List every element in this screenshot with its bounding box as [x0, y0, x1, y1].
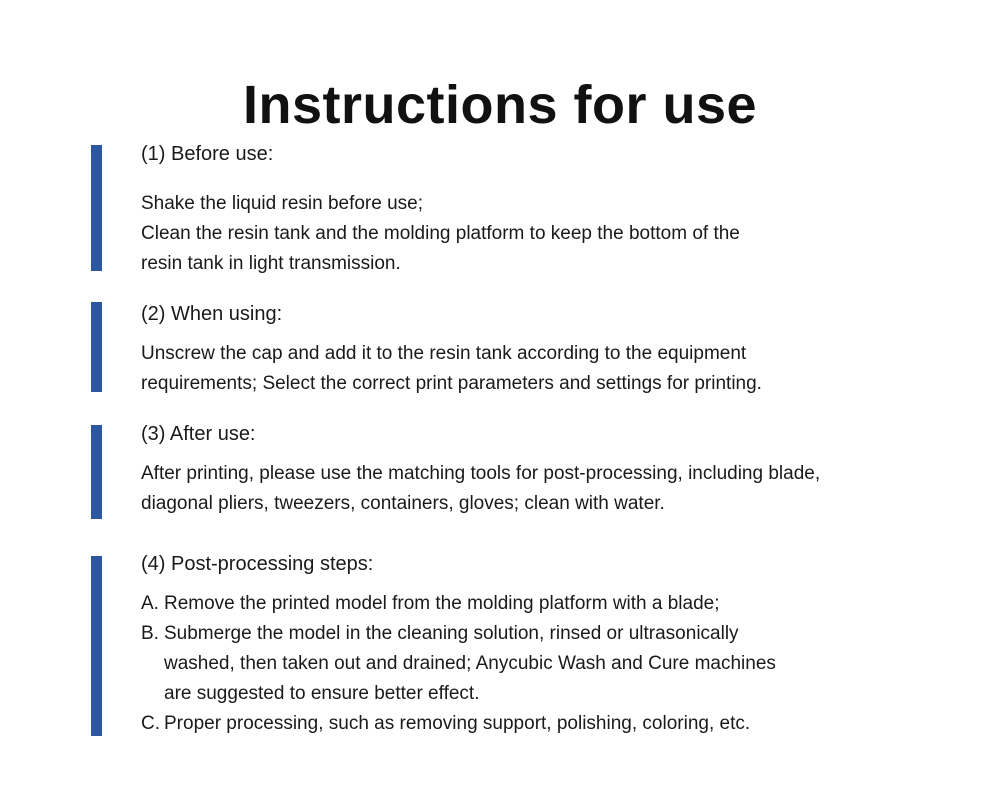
section-body: [141, 459, 820, 519]
body-line: resin tank in light transmission.: [141, 253, 401, 274]
step-line: Submerge the model in the cleaning solution, rinsed or ultrasonically: [164, 623, 739, 644]
step-list: [141, 589, 776, 739]
section-body: [141, 339, 762, 399]
step-line: washed, then taken out and drained; Anycubic Wash and Cure machines: [164, 653, 776, 674]
section-post-processing: [91, 553, 951, 736]
step-item: [141, 619, 776, 709]
section-after-use: [91, 425, 951, 519]
section-heading: (3) After use:: [141, 423, 256, 445]
step-item: [141, 589, 776, 619]
section-heading: (4) Post-processing steps:: [141, 553, 374, 575]
step-letter: B.: [141, 623, 159, 644]
section-heading: (1) Before use:: [141, 143, 274, 165]
section-accent-bar: [91, 145, 102, 271]
section-body: [141, 189, 740, 279]
body-line: Clean the resin tank and the molding platform to keep the bottom of the: [141, 223, 740, 244]
step-text: [164, 619, 776, 709]
section-accent-bar: [91, 302, 102, 392]
step-text: [164, 709, 750, 739]
body-line: Shake the liquid resin before use;: [141, 193, 424, 214]
section-accent-bar: [91, 556, 102, 736]
step-line: Proper processing, such as removing support, polishing, coloring, etc.: [164, 713, 751, 734]
page-title: Instructions for use: [242, 75, 758, 136]
step-letter: A.: [141, 593, 159, 614]
step-item: [141, 709, 776, 739]
section-before-use: [91, 143, 951, 274]
step-letter: C.: [141, 713, 160, 734]
body-line: requirements; Select the correct print parameters and settings for printing.: [141, 373, 762, 394]
section-accent-bar: [91, 425, 102, 519]
section-when-using: [91, 302, 951, 392]
body-line: Unscrew the cap and add it to the resin tank according to the equipment: [141, 343, 747, 364]
step-text: [164, 589, 720, 619]
body-line: After printing, please use the matching tools for post-processing, including blade,: [141, 463, 821, 484]
step-line: Remove the printed model from the molding platform with a blade;: [164, 593, 720, 614]
section-heading: (2) When using:: [141, 303, 283, 325]
body-line: diagonal pliers, tweezers, containers, gloves; clean with water.: [141, 493, 665, 514]
step-line: are suggested to ensure better effect.: [164, 683, 480, 704]
